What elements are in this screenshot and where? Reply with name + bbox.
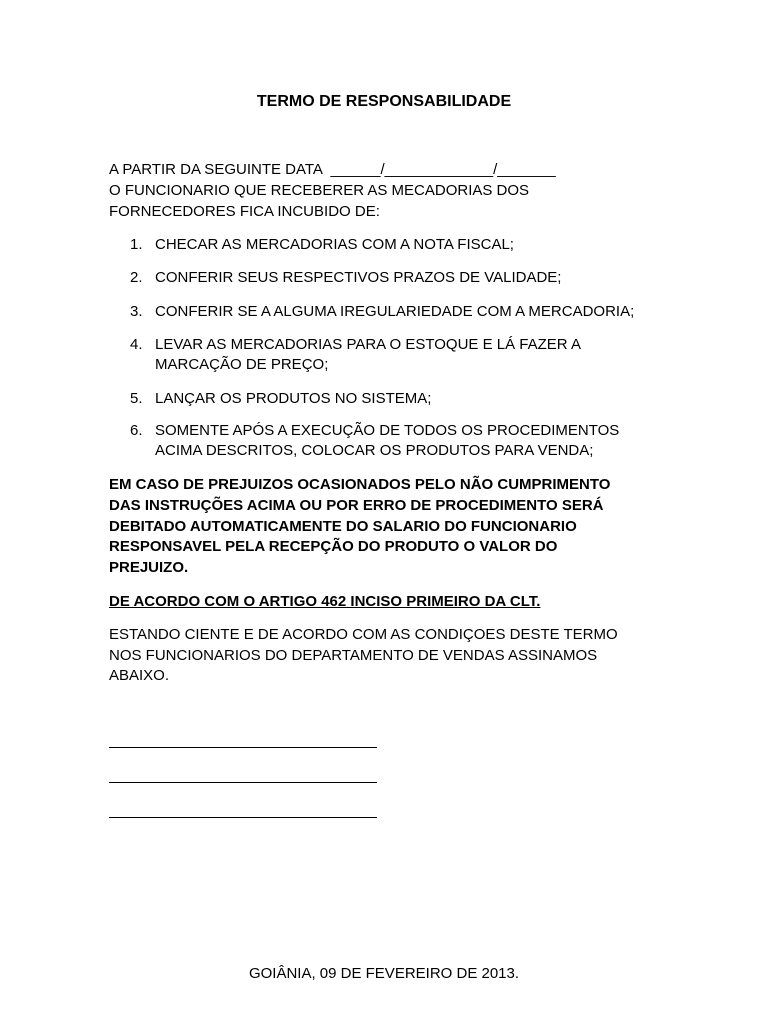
signature-line <box>109 747 377 748</box>
list-item-number: 1. <box>130 236 143 253</box>
intro-line-2: O FUNCIONARIO QUE RECEBERER AS MECADORIAS DOS <box>109 182 530 199</box>
list-item <box>130 389 670 409</box>
warning-line: DAS INSTRUÇÕES ACIMA OU POR ERRO DE PROCEDIMENTO SERÁ <box>109 496 604 514</box>
list-item-text <box>155 302 670 322</box>
list-item-line: SOMENTE APÓS A EXECUÇÃO DE TODOS OS PROCEDIMENTOS <box>155 422 620 439</box>
list-item <box>130 335 670 375</box>
list-item-number: 4. <box>130 336 143 353</box>
document-title: TERMO DE RESPONSABILIDADE <box>256 93 512 110</box>
list-item-line: CONFERIR SE A ALGUMA IREGULARIEDADE COM A MERCADORIA; <box>155 303 635 320</box>
list-item-line: ACIMA DESCRITOS, COLOCAR OS PRODUTOS PARA VENDA; <box>155 442 594 459</box>
list-item-line: CONFERIR SEUS RESPECTIVOS PRAZOS DE VALIDADE; <box>155 269 562 286</box>
warning-line: EM CASO DE PREJUIZOS OCASIONADOS PELO NÃO CUMPRIMENTO <box>109 476 611 493</box>
warning-line: DEBITADO AUTOMATICAMENTE DO SALARIO DO FUNCIONARIO <box>109 517 577 535</box>
law-reference: DE ACORDO COM O ARTIGO 462 INCISO PRIMEIRO DA CLT. <box>109 593 541 610</box>
signature-line <box>109 817 377 818</box>
agreement-paragraph <box>109 625 669 687</box>
intro-line-3: FORNECEDORES FICA INCUBIDO DE: <box>109 203 380 220</box>
list-item <box>130 235 670 255</box>
warning-line: RESPONSAVEL PELA RECEPÇÃO DO PRODUTO O VALOR DO <box>109 538 558 556</box>
place-date: GOIÂNIA, 09 DE FEVEREIRO DE 2013. <box>248 965 520 982</box>
intro-line-date: A PARTIR DA SEGUINTE DATA ______/_____________/_______ <box>109 161 556 178</box>
list-item <box>130 268 670 288</box>
list-item-text <box>155 235 670 255</box>
list-item-number: 2. <box>130 269 143 286</box>
list-item-text <box>155 335 670 375</box>
signature-line <box>109 782 377 783</box>
list-item-line: LANÇAR OS PRODUTOS NO SISTEMA; <box>155 390 432 407</box>
list-item-text <box>155 268 670 288</box>
list-item-line: CHECAR AS MERCADORIAS COM A NOTA FISCAL; <box>155 236 514 253</box>
agreement-line: ESTANDO CIENTE E DE ACORDO COM AS CONDIÇOES DESTE TERMO <box>109 626 618 643</box>
agreement-line: NOS FUNCIONARIOS DO DEPARTAMENTO DE VENDAS ASSINAMOS <box>109 646 598 664</box>
list-item <box>130 302 670 322</box>
list-item-line: LEVAR AS MERCADORIAS PARA O ESTOQUE E LÁ FAZER A <box>155 336 581 353</box>
list-item-text <box>155 389 670 409</box>
intro-paragraph <box>109 160 669 223</box>
list-item-number: 6. <box>130 422 143 439</box>
warning-line: PREJUIZO. <box>109 559 189 577</box>
list-item-number: 5. <box>130 390 143 407</box>
list-item <box>130 421 670 461</box>
agreement-line: ABAIXO. <box>109 667 170 684</box>
warning-paragraph <box>109 475 669 579</box>
list-item-text <box>155 421 670 461</box>
list-item-line: MARCAÇÃO DE PREÇO; <box>155 356 329 373</box>
list-item-number: 3. <box>130 303 143 320</box>
